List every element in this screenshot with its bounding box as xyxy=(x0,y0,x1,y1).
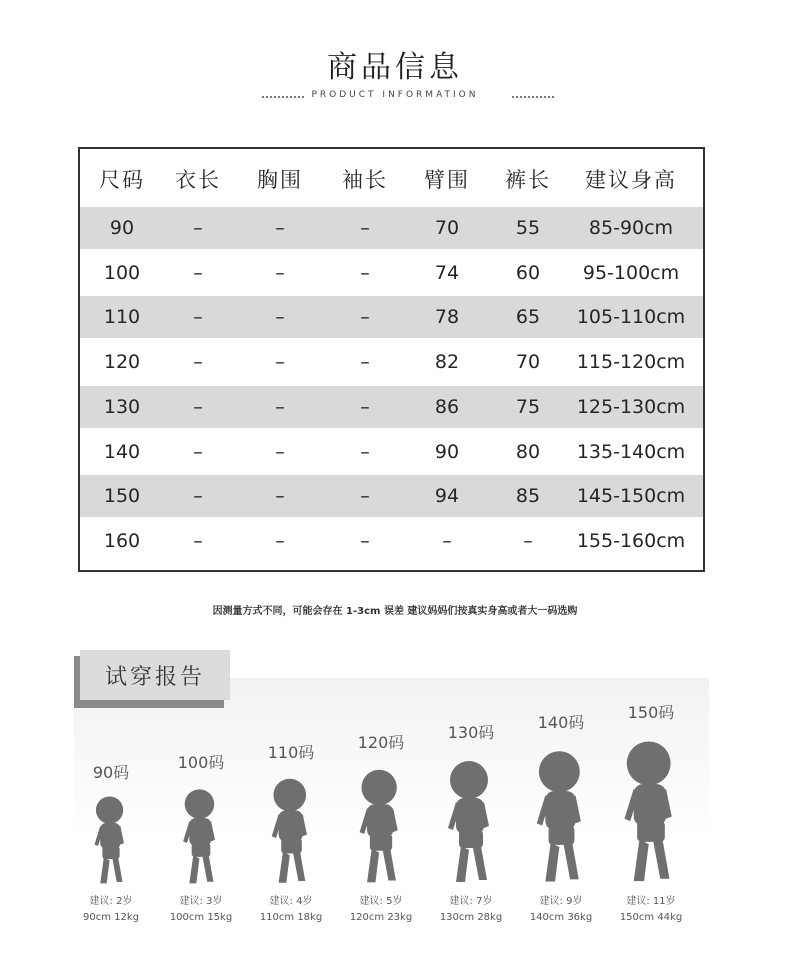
kid-age-advice: 建议: 7岁 xyxy=(449,896,493,907)
table-row xyxy=(80,252,703,294)
table-cell: – xyxy=(193,351,203,374)
table-header-row xyxy=(80,149,703,209)
table-header-cell: 臂围 xyxy=(424,168,470,192)
kid-info xyxy=(156,894,246,926)
table-cell: 55 xyxy=(515,217,541,239)
table-cell: 130 xyxy=(103,395,141,418)
table-cell: 135-140cm xyxy=(576,440,686,463)
table-cell: – xyxy=(360,440,370,463)
kid-height-weight: 140cm 36kg xyxy=(529,912,593,923)
table-cell: – xyxy=(360,217,370,239)
table-cell: 85-90cm xyxy=(588,217,674,239)
table-cell: 125-130cm xyxy=(576,395,686,418)
kid-info xyxy=(516,894,606,926)
kid-height-weight: 110cm 18kg xyxy=(259,912,323,923)
fit-report-section xyxy=(74,648,714,948)
table-header-cell: 衣长 xyxy=(175,168,221,192)
table-cell: 155-160cm xyxy=(576,529,686,552)
kid-age-advice: 建议: 5岁 xyxy=(359,896,403,907)
kid-size-label: 100码 xyxy=(177,753,225,772)
table-cell: – xyxy=(275,395,285,418)
table-cell: 94 xyxy=(434,485,460,508)
table-cell: – xyxy=(275,485,285,508)
table-header-cell: 尺码 xyxy=(99,168,145,192)
table-cell: – xyxy=(275,440,285,463)
table-cell: – xyxy=(193,440,203,463)
table-cell: 95-100cm xyxy=(582,261,680,284)
table-cell: 105-110cm xyxy=(576,306,686,329)
child-silhouette-icon xyxy=(614,738,688,888)
table-cell: 90 xyxy=(109,217,135,239)
table-cell: – xyxy=(193,217,203,239)
kid-size-label: 150码 xyxy=(627,703,675,722)
kid-info xyxy=(606,894,696,926)
table-cell: 85 xyxy=(515,485,541,508)
table-cell: 75 xyxy=(515,395,541,418)
table-cell: 65 xyxy=(515,306,541,329)
table-cell: – xyxy=(360,395,370,418)
kid-figure-card xyxy=(426,648,516,948)
table-header-cell: 裤长 xyxy=(505,168,551,192)
table-cell: 60 xyxy=(515,261,541,284)
kid-age-advice: 建议: 11岁 xyxy=(626,896,676,907)
table-cell: 86 xyxy=(434,395,460,418)
table-row xyxy=(80,386,703,428)
table-cell: – xyxy=(193,306,203,329)
child-silhouette-icon xyxy=(527,748,596,888)
table-cell: – xyxy=(360,485,370,508)
kid-height-weight: 100cm 15kg xyxy=(169,912,233,923)
kid-height-weight: 120cm 23kg xyxy=(349,912,413,923)
table-cell: 110 xyxy=(103,306,141,329)
kid-figure-card xyxy=(246,648,336,948)
table-cell: 150 xyxy=(103,485,141,508)
table-cell: 70 xyxy=(434,217,460,239)
table-cell: – xyxy=(442,529,452,552)
kid-age-advice: 建议: 4岁 xyxy=(269,896,313,907)
table-header-cell: 建议身高 xyxy=(585,168,677,192)
table-row xyxy=(80,520,703,562)
page-subtitle: PRODUCT INFORMATION xyxy=(311,90,479,100)
kid-age-advice: 建议: 9岁 xyxy=(539,896,583,907)
table-cell: 100 xyxy=(103,261,141,284)
kid-figure-card xyxy=(336,648,426,948)
kid-info xyxy=(66,894,156,926)
table-cell: – xyxy=(523,529,533,552)
kid-size-label: 140码 xyxy=(537,713,585,732)
table-cell: – xyxy=(275,217,285,239)
table-cell: – xyxy=(275,261,285,284)
table-cell: – xyxy=(275,529,285,552)
table-cell: 80 xyxy=(515,440,541,463)
table-cell: 90 xyxy=(434,440,460,463)
table-cell: 140 xyxy=(103,440,141,463)
table-cell: 145-150cm xyxy=(576,485,686,508)
kid-size-label: 90码 xyxy=(92,763,130,782)
child-silhouette-icon xyxy=(264,776,319,888)
table-cell: – xyxy=(193,261,203,284)
kid-figure-card xyxy=(66,648,156,948)
table-cell: – xyxy=(275,306,285,329)
table-header-cell: 胸围 xyxy=(257,168,303,192)
table-row xyxy=(80,207,703,249)
child-silhouette-icon xyxy=(439,758,503,888)
table-cell: – xyxy=(193,529,203,552)
table-cell: 82 xyxy=(434,351,460,374)
table-header-cell: 袖长 xyxy=(342,168,388,192)
table-cell: – xyxy=(360,306,370,329)
kid-size-label: 120码 xyxy=(357,733,405,752)
kid-figure-card xyxy=(156,648,246,948)
kid-size-label: 130码 xyxy=(447,723,495,742)
kid-height-weight: 150cm 44kg xyxy=(619,912,683,923)
kid-age-advice: 建议: 3岁 xyxy=(179,896,223,907)
table-cell: – xyxy=(360,529,370,552)
size-table xyxy=(78,147,705,572)
kid-height-weight: 90cm 12kg xyxy=(82,912,139,923)
table-row xyxy=(80,296,703,338)
table-cell: – xyxy=(193,395,203,418)
table-cell: – xyxy=(193,485,203,508)
kid-figure-card xyxy=(606,648,696,948)
table-cell: 70 xyxy=(515,351,541,374)
child-silhouette-icon xyxy=(176,787,226,888)
table-cell: 74 xyxy=(434,261,460,284)
kid-age-advice: 建议: 2岁 xyxy=(89,896,133,907)
child-silhouette-icon xyxy=(351,767,411,888)
measurement-note: 因测量方式不同，可能会存在 1-3cm 误差 建议妈妈们按真实身高或者大一码选购 xyxy=(212,606,578,617)
kid-info xyxy=(426,894,516,926)
kid-info xyxy=(246,894,336,926)
table-cell: – xyxy=(360,261,370,284)
table-cell: 120 xyxy=(103,351,141,374)
fit-report-title: 试穿报告 xyxy=(80,650,230,700)
kid-info xyxy=(336,894,426,926)
table-cell: – xyxy=(360,351,370,374)
kid-size-label: 110码 xyxy=(267,743,315,762)
page-title: 商品信息 xyxy=(327,50,463,85)
kid-figure-card xyxy=(516,648,606,948)
table-cell: 115-120cm xyxy=(576,351,686,374)
kid-height-weight: 130cm 28kg xyxy=(439,912,503,923)
table-cell: – xyxy=(275,351,285,374)
table-cell: 78 xyxy=(434,306,460,329)
table-row xyxy=(80,475,703,517)
table-cell: 160 xyxy=(103,529,141,552)
child-silhouette-icon xyxy=(88,794,134,888)
divider-right xyxy=(512,96,554,98)
table-row xyxy=(80,341,703,383)
table-row xyxy=(80,431,703,473)
